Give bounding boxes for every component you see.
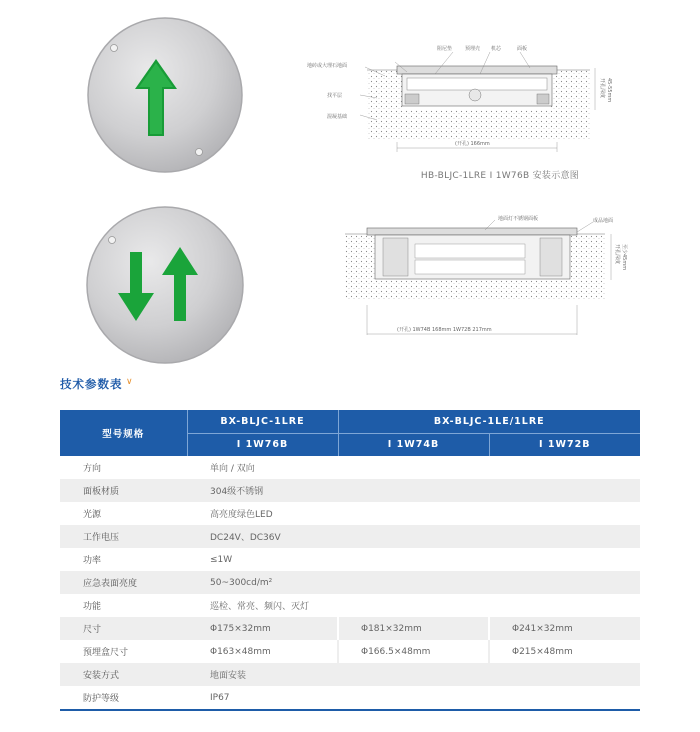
- label-hole-width: (开孔) 166mm: [455, 141, 490, 147]
- label-hole-widths: (开孔) 1W74B 168mm 1W72B 217mm: [397, 327, 492, 333]
- label-damper: 阻尼垫: [437, 46, 453, 52]
- label-finished-floor: 成品地面: [593, 218, 614, 224]
- installation-diagram-bottom: [335, 210, 635, 345]
- row-label: 安装方式: [60, 663, 187, 686]
- row-label: 工作电压: [60, 525, 187, 548]
- label-steel-panel: 地面灯不锈钢面板: [498, 216, 539, 222]
- table-row: [60, 456, 640, 479]
- label-depth-value: 至少45mm: [621, 244, 627, 271]
- row-label: 防护等级: [60, 686, 187, 709]
- table-row: [60, 640, 640, 663]
- diagram-caption: HB-BLJC-1LRE I 1W76B 安装示意图: [420, 171, 580, 181]
- header-model3: I 1W72B: [489, 433, 640, 456]
- header-group2: BX-BLJC-1LE/1LRE: [338, 410, 640, 433]
- row-value: 巡检、常亮、频闪、灭灯: [187, 594, 640, 617]
- row-value: 高亮度绿色LED: [187, 502, 640, 525]
- row-value: 304级不锈钢: [187, 479, 640, 502]
- row-value-model1: Φ175×32mm: [187, 617, 338, 640]
- header-group1: BX-BLJC-1LRE: [187, 410, 338, 433]
- row-label: 方向: [60, 456, 187, 479]
- table-row: [60, 594, 640, 617]
- section-title: 技术参数表: [60, 377, 123, 391]
- product-double-arrow: [80, 205, 250, 370]
- row-label: 功能: [60, 594, 187, 617]
- row-label: 面板材质: [60, 479, 187, 502]
- header-model1: I 1W76B: [187, 433, 338, 456]
- row-label: 预埋盒尺寸: [60, 640, 187, 663]
- row-value: 单向 / 双向: [187, 456, 640, 479]
- table-row: [60, 548, 640, 571]
- row-value: IP67: [187, 686, 640, 709]
- row-value: ≤1W: [187, 548, 640, 571]
- label-floor: 地砖或大理石地面: [307, 63, 348, 69]
- table-row: [60, 525, 640, 548]
- row-value-model3: Φ215×48mm: [489, 640, 640, 663]
- label-depth-value: 45-55mm: [606, 78, 612, 103]
- label-leveling: 找平层: [327, 93, 343, 99]
- label-depth: 开孔深度: [614, 244, 620, 265]
- table-row: [60, 663, 640, 686]
- table-bottom-rule: [60, 709, 640, 711]
- row-value-model1: Φ163×48mm: [187, 640, 338, 663]
- header-model-label: 型号规格: [60, 410, 187, 456]
- installation-diagram-top: [305, 40, 635, 165]
- row-value: DC24V、DC36V: [187, 525, 640, 548]
- row-label: 尺寸: [60, 617, 187, 640]
- label-concrete: 混凝基础: [327, 114, 348, 120]
- label-shell: 预埋壳: [465, 46, 481, 52]
- label-panel: 面板: [517, 46, 528, 52]
- table-row: [60, 479, 640, 502]
- spec-table: [60, 410, 640, 709]
- row-value-model2: Φ166.5×48mm: [338, 640, 489, 663]
- row-value-model3: Φ241×32mm: [489, 617, 640, 640]
- row-value: 50~300cd/m²: [187, 571, 640, 594]
- table-row: [60, 502, 640, 525]
- table-row: [60, 617, 640, 640]
- table-row: [60, 571, 640, 594]
- product-single-arrow: [80, 10, 250, 180]
- chevron-down-icon[interactable]: ∨: [126, 377, 133, 387]
- label-depth: 开孔深度: [599, 78, 605, 99]
- row-label: 光源: [60, 502, 187, 525]
- row-label: 应急表面亮度: [60, 571, 187, 594]
- label-core: 机芯: [491, 46, 502, 52]
- row-value-model2: Φ181×32mm: [338, 617, 489, 640]
- header-model2: I 1W74B: [338, 433, 489, 456]
- table-row: [60, 686, 640, 709]
- row-label: 功率: [60, 548, 187, 571]
- row-value: 地面安装: [187, 663, 640, 686]
